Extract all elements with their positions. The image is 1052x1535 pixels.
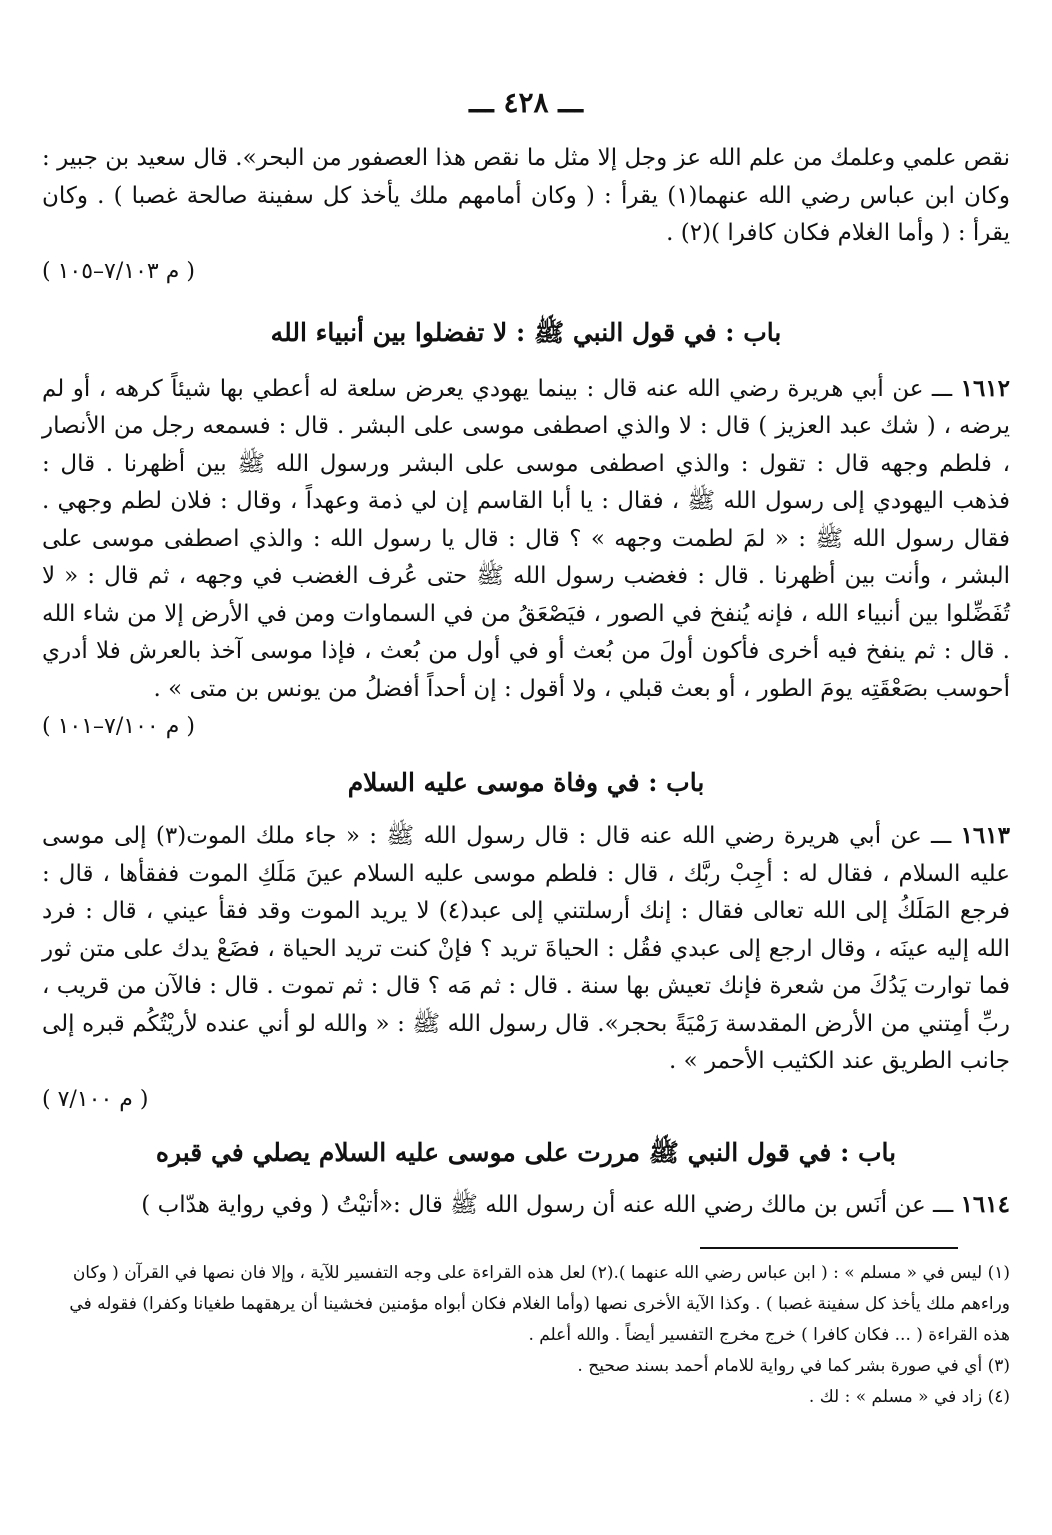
hadith-text: ـــ عن أبي هريرة رضي الله عنه قال : قال رسول الله ﷺ : « جاء ملك الموت(٣) إلى موسى عليه السلام ، فقال له : أجِبْ ربَّك ، قال : فلطم موسى عليه السلام عينَ مَلَكِ الموت ففقأها ، قال : فرجع المَلَكُ إلى الله تعالى فقال : إنك أرسلتني إلى عبد(٤) لا يريد الموت وقد فقأ عيني ، قال : فرد الله إليه عينَه ، وقال ارجع إلى عبدي فقُل : الحياةَ تريد ؟ فإنْ كنت تريد الحياة ، فضَعْ يدك على متن ثور فما توارت يَدُكَ من شعرة فإنك تعيش بها سنة . قال : ثم مَه ؟ قال : ثم تموت . قال : فالآن من قريب ، ربِّ أمِتني من الأرض المقدسة رَمْيَةً بحجر». قال رسول الله ﷺ : « والله لو أني عنده لأريْتُكُم قبره إلى جانب الطريق عند الكثيب الأحمر » . bbox=[42, 823, 1010, 1074]
page-number: ـــ ٤٢٨ ـــ bbox=[469, 86, 583, 119]
section-heading-1614: باب : في قول النبي ﷺ مررت على موسى عليه السلام يصلي في قبره bbox=[155, 1138, 897, 1167]
section-heading-1612: باب : في قول النبي ﷺ : لا تفضلوا بين أنبياء الله bbox=[270, 318, 782, 347]
hadith-1612 bbox=[42, 370, 1010, 746]
intro-reference: ( م ٧/١٠٣–١٠٥ ) bbox=[42, 258, 195, 284]
hadith-number: ١٦١٣ bbox=[960, 822, 1010, 849]
section-heading-1613: باب : في وفاة موسى عليه السلام bbox=[347, 767, 705, 797]
intro-paragraph bbox=[42, 140, 1010, 290]
hadith-reference: ( م ٧/١٠٠ ) bbox=[42, 1086, 149, 1112]
footnote-3: (٣) أي في صورة بشر كما في رواية للامام أحمد بسند صحيح . bbox=[577, 1356, 1010, 1376]
page-body bbox=[42, 140, 1010, 1224]
intro-text: نقص علمي وعلمك من علم الله عز وجل إلا مثل ما نقص هذا العصفور من البحر». قال سعيد بن جبير : وكان ابن عباس رضي الله عنهما(١) يقرأ : ( وكان أمامهم ملك يأخذ كل سفينة صالحة غصبا ) . وكان يقرأ : ( وأما الغلام فكان كافرا )(٢) . bbox=[42, 145, 1010, 246]
footnote-1-2: (١) ليس في « مسلم » : ( ابن عباس رضي الله عنهما ).(٢) لعل هذه القراءة على وجه التفسير للآية ، وإلا فان نصها في القرآن ( وكان وراءهم ملك يأخذ كل سفينة غصبا ) . وكذا الآية الأخرى نصها (وأما الغلام فكان أبواه مؤمنين فخشينا أن يرهقهما طغيانا وكفرا) فقوله في هذه القراءة ( ... فكان كافرا ) خرج مخرج التفسير أيضاً . والله أعلم . bbox=[69, 1263, 1010, 1345]
hadith-reference: ( م ٧/١٠٠–١٠١ ) bbox=[42, 714, 195, 739]
hadith-text: ـــ عن أنَس بن مالك رضي الله عنه أن رسول الله ﷺ قال :«أتيْتُ ( وفي رواية هدّاب ) bbox=[141, 1191, 954, 1218]
hadith-text: ـــ عن أبي هريرة رضي الله عنه قال : بينما يهودي يعرض سلعة له أعطي بها شيئاً كرهه ، أو لم يرضه ، ( شك عبد العزيز ) قال : لا والذي اصطفى موسى على البشر . قال : فسمعه رجل من الأنصار ، فلطم وجهه قال : تقول : والذي اصطفى موسى على البشر ورسول الله ﷺ بين أظهرنا . قال : فذهب اليهودي إلى رسول الله ﷺ ، فقال : يا أبا القاسم إن لي ذمة وعهداً ، وقال : فلان لطم وجهي . فقال رسول الله ﷺ : « لمَ لطمت وجهه » ؟ قال : قال يا رسول الله : والذي اصطفى موسى على البشر ، وأنت بين أظهرنا . قال : فغضب رسول الله ﷺ حتى عُرف الغضب في وجهه ، ثم قال : « لا تُفَضِّلوا بين أنبياء الله ، فإنه يُنفخ في الصور ، فيَصْعَقُ من في السماوات ومن في الأرض إلا من شاء الله . قال : ثم ينفخ فيه أخرى فأكون أولَ من بُعث أو في أول من بُعث ، فإذا موسى آخذ بالعرش فلا أدري أحوسب بصَعْقَتِه يومَ الطور ، أو بعث قبلي ، ولا أقول : إن أحداً أفضلُ من يونس بن متى » . bbox=[42, 375, 1010, 702]
hadith-1613 bbox=[42, 817, 1010, 1118]
footnote-4: (٤) زاد في « مسلم » : لك . bbox=[808, 1387, 1010, 1407]
hadith-1614 bbox=[42, 1186, 1010, 1225]
footnote-divider bbox=[700, 1247, 958, 1249]
hadith-number: ١٦١٢ bbox=[960, 374, 1011, 402]
hadith-number: ١٦١٤ bbox=[960, 1190, 1010, 1218]
footnotes bbox=[40, 1258, 1010, 1413]
